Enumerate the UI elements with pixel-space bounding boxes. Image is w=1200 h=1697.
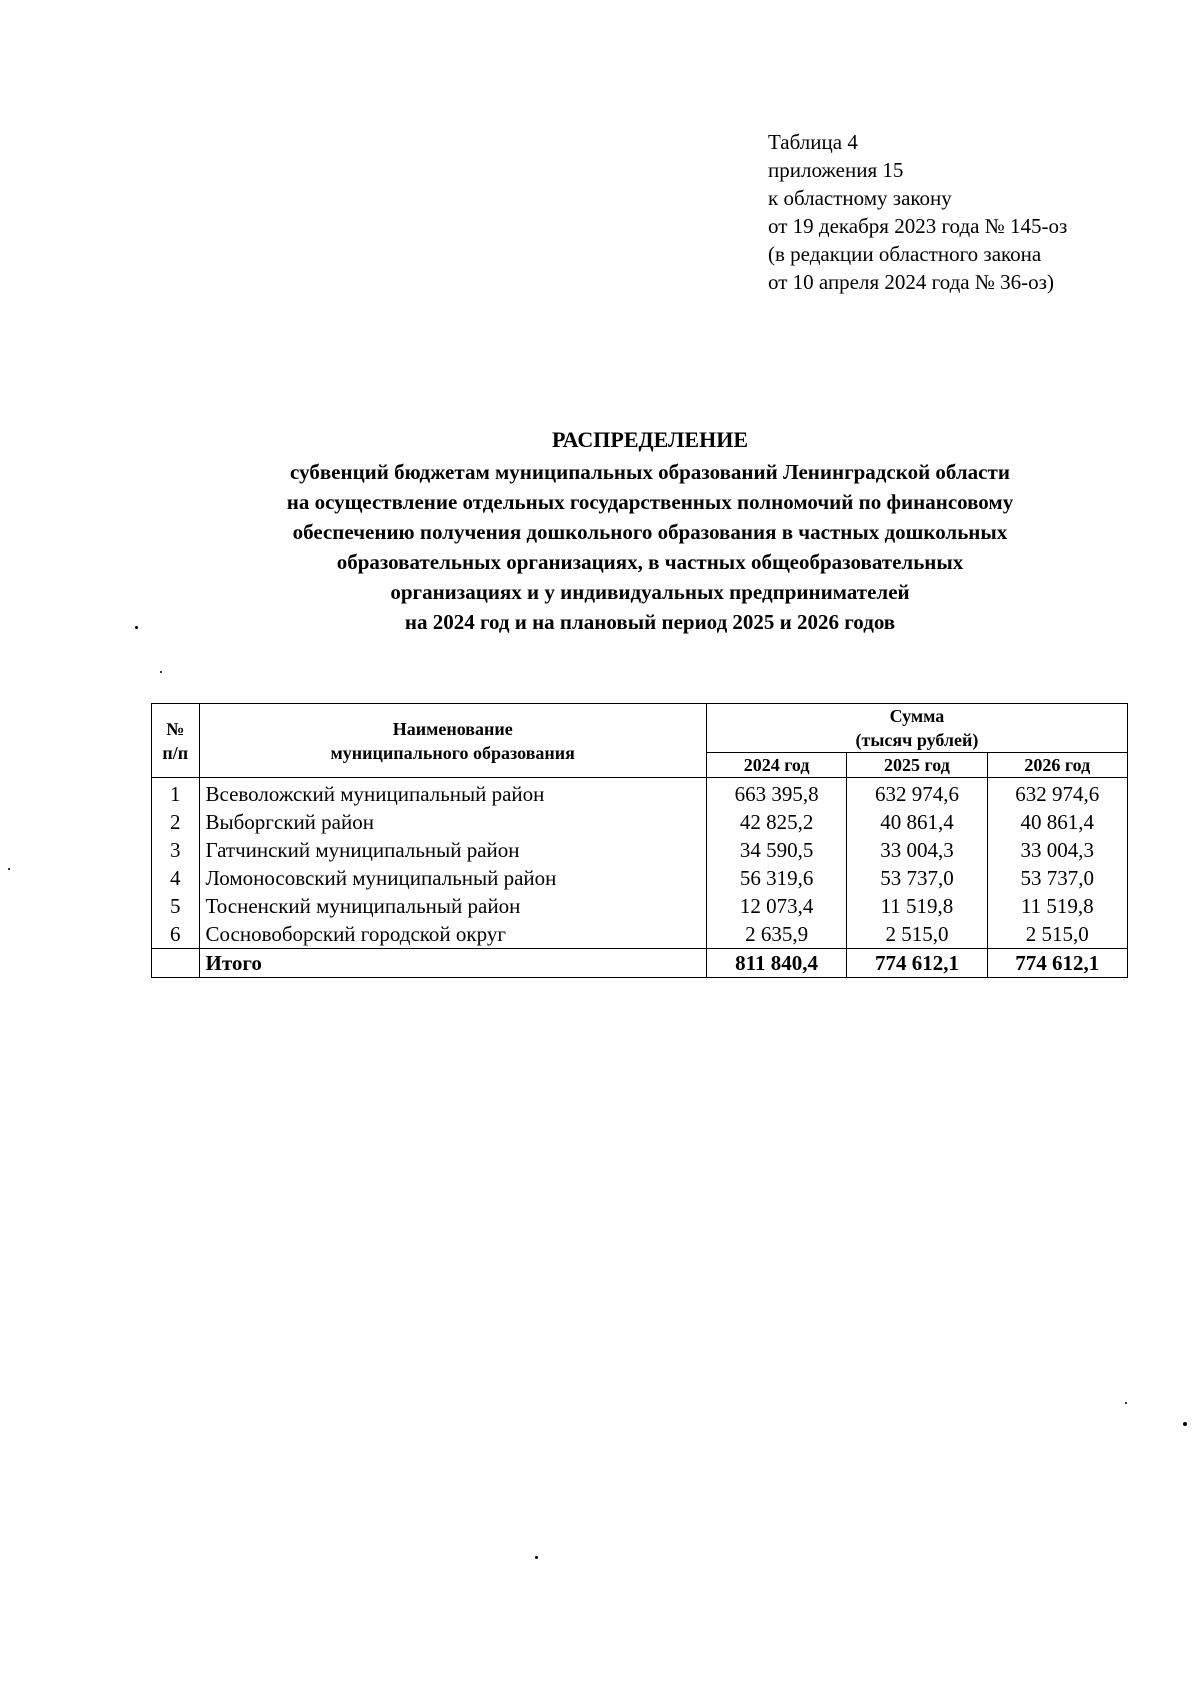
row-value-2025: 2 515,0 [847,920,987,949]
title-line: обеспечению получения дошкольного образования в частных дошкольных [292,520,1008,544]
row-number: 1 [152,778,200,809]
table-row [152,920,1128,949]
row-value-2025: 11 519,8 [847,892,987,920]
row-municipality: Всеволожский муниципальный район [199,778,706,809]
scan-speck [535,1556,538,1559]
row-number: 5 [152,892,200,920]
row-value-2026: 33 004,3 [987,836,1127,864]
row-number: 3 [152,836,200,864]
table-row [152,836,1128,864]
row-value-2026: 2 515,0 [987,920,1127,949]
row-number: 4 [152,864,200,892]
table-row [152,778,1128,809]
reference-line: Таблица 4 [768,130,858,154]
scan-speck [135,626,138,629]
title-line: на осуществление отдельных государственных полномочий по финансовому [286,490,1014,514]
table-row [152,808,1128,836]
row-value-2026: 53 737,0 [987,864,1127,892]
row-value-2026: 11 519,8 [987,892,1127,920]
row-municipality: Гатчинский муниципальный район [199,836,706,864]
header-number-line1: № [166,718,185,739]
total-value-2024: 811 840,4 [706,949,846,978]
row-municipality: Выборгский район [199,808,706,836]
header-municipality-line1: Наименование [392,718,513,739]
scan-speck [8,868,10,870]
title-line: образовательных организациях, в частных общеобразовательных [336,550,964,574]
row-value-2025: 33 004,3 [847,836,987,864]
header-year-2025: 2025 год [847,753,987,778]
reference-line: (в редакции областного закона [768,242,1042,266]
reference-line: от 10 апреля 2024 года № 36-оз) [768,270,1054,294]
total-value-2026: 774 612,1 [987,949,1127,978]
table-row [152,892,1128,920]
header-sum-line2: (тысяч рублей) [855,730,979,750]
document-title-block [130,425,1170,637]
title-line: субвенций бюджетам муниципальных образований Ленинградской области [290,460,1010,484]
title-line: организациях и у индивидуальных предпринимателей [390,580,910,604]
row-value-2025: 53 737,0 [847,864,987,892]
scan-speck [160,671,162,673]
table-row [152,864,1128,892]
header-number [152,704,200,778]
reference-line: от 19 декабря 2023 года № 145-оз [768,214,1068,238]
row-value-2024: 2 635,9 [706,920,846,949]
row-value-2024: 42 825,2 [706,808,846,836]
title-line: на 2024 год и на плановый период 2025 и 2026 годов [404,610,896,634]
row-value-2024: 12 073,4 [706,892,846,920]
reference-line: приложения 15 [768,158,904,182]
row-value-2026: 632 974,6 [987,778,1127,809]
header-municipality-line2: муниципального образования [330,742,575,763]
row-number: 6 [152,920,200,949]
document-title: РАСПРЕДЕЛЕНИЕ [551,427,748,452]
total-label: Итого [199,949,706,978]
row-municipality: Тосненский муниципальный район [199,892,706,920]
scan-speck [1125,1402,1127,1404]
row-number: 2 [152,808,200,836]
row-municipality: Ломоносовский муниципальный район [199,864,706,892]
row-value-2024: 663 395,8 [706,778,846,809]
reference-line: к областному закону [768,186,952,210]
header-number-line2: п/п [162,742,189,763]
header-year-2026: 2026 год [987,753,1127,778]
subventions-table [151,703,1128,978]
document-reference-block [768,128,1188,296]
header-sum [706,704,1127,753]
row-value-2024: 34 590,5 [706,836,846,864]
row-value-2024: 56 319,6 [706,864,846,892]
row-municipality: Сосновоборский городской округ [199,920,706,949]
row-value-2025: 40 861,4 [847,808,987,836]
row-value-2025: 632 974,6 [847,778,987,809]
row-value-2026: 40 861,4 [987,808,1127,836]
scan-speck [1183,1422,1187,1426]
total-value-2025: 774 612,1 [847,949,987,978]
table-total-row [152,949,1128,978]
header-municipality [199,704,706,778]
total-number-cell [152,949,200,978]
header-sum-line1: Сумма [889,706,945,726]
header-year-2024: 2024 год [706,753,846,778]
